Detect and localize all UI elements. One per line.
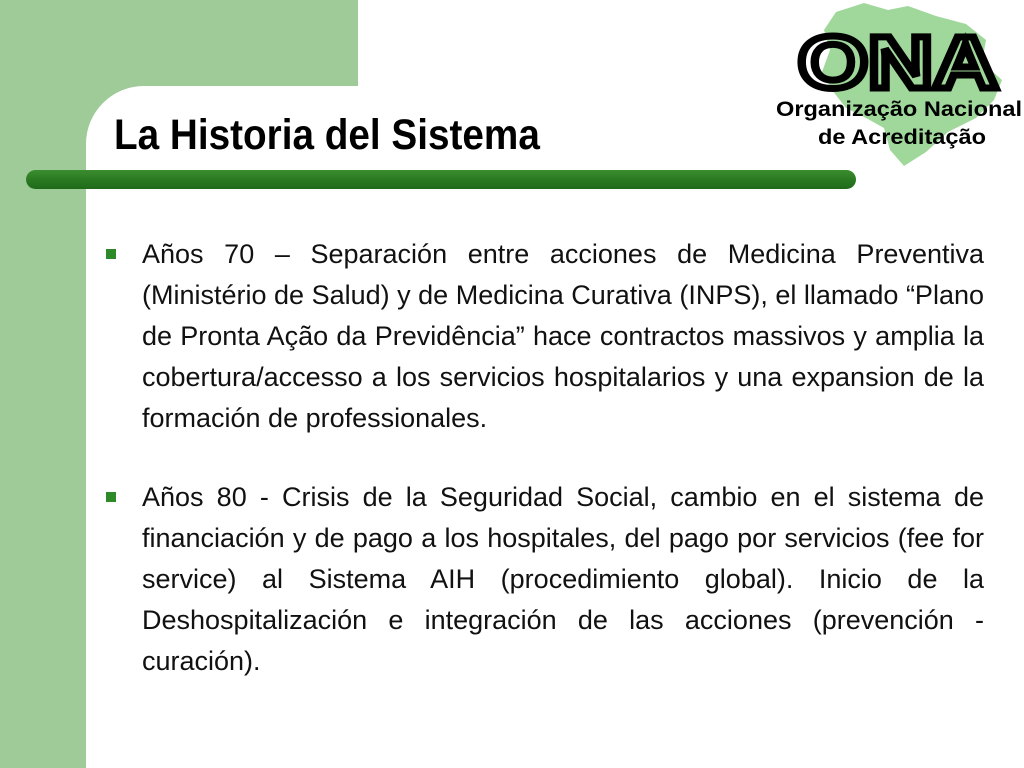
square-bullet-icon [106,492,116,502]
title-underline-bar [26,170,856,189]
bullet-item-1 [100,234,984,439]
logo-line-1: Organização Nacional [776,98,1022,121]
bullet-item-2 [100,477,984,682]
square-bullet-icon [106,249,116,259]
bullet-list [100,234,984,720]
bullet-text-1: Años 70 – Separación entre acciones de Medicina Preventiva (Ministério de Salud) y de Medicina Curativa (INPS), el llamado “Plano de Pronta Ação da Previdência” hace contractos massivos y amplia la cobertura/accesso a los servicios hospitalarios y una expansion de la formación de professionales. [142,239,984,433]
ona-letters [798,21,998,104]
slide-title: La Historia del Sistema [114,111,540,159]
ona-logo [776,0,1024,170]
logo-acronym: ONA [798,21,998,104]
bullet-text-2: Años 80 - Crisis de la Seguridad Social, cambio en el sistema de financiación y de pago a los hospitales, del pago por servicios (fee for service) al Sistema AIH (procedimiento global). Inicio de la Deshospitalización e integración de las acciones (prevención - curación). [142,482,984,676]
logo-line-2: de Acreditação [818,126,986,149]
